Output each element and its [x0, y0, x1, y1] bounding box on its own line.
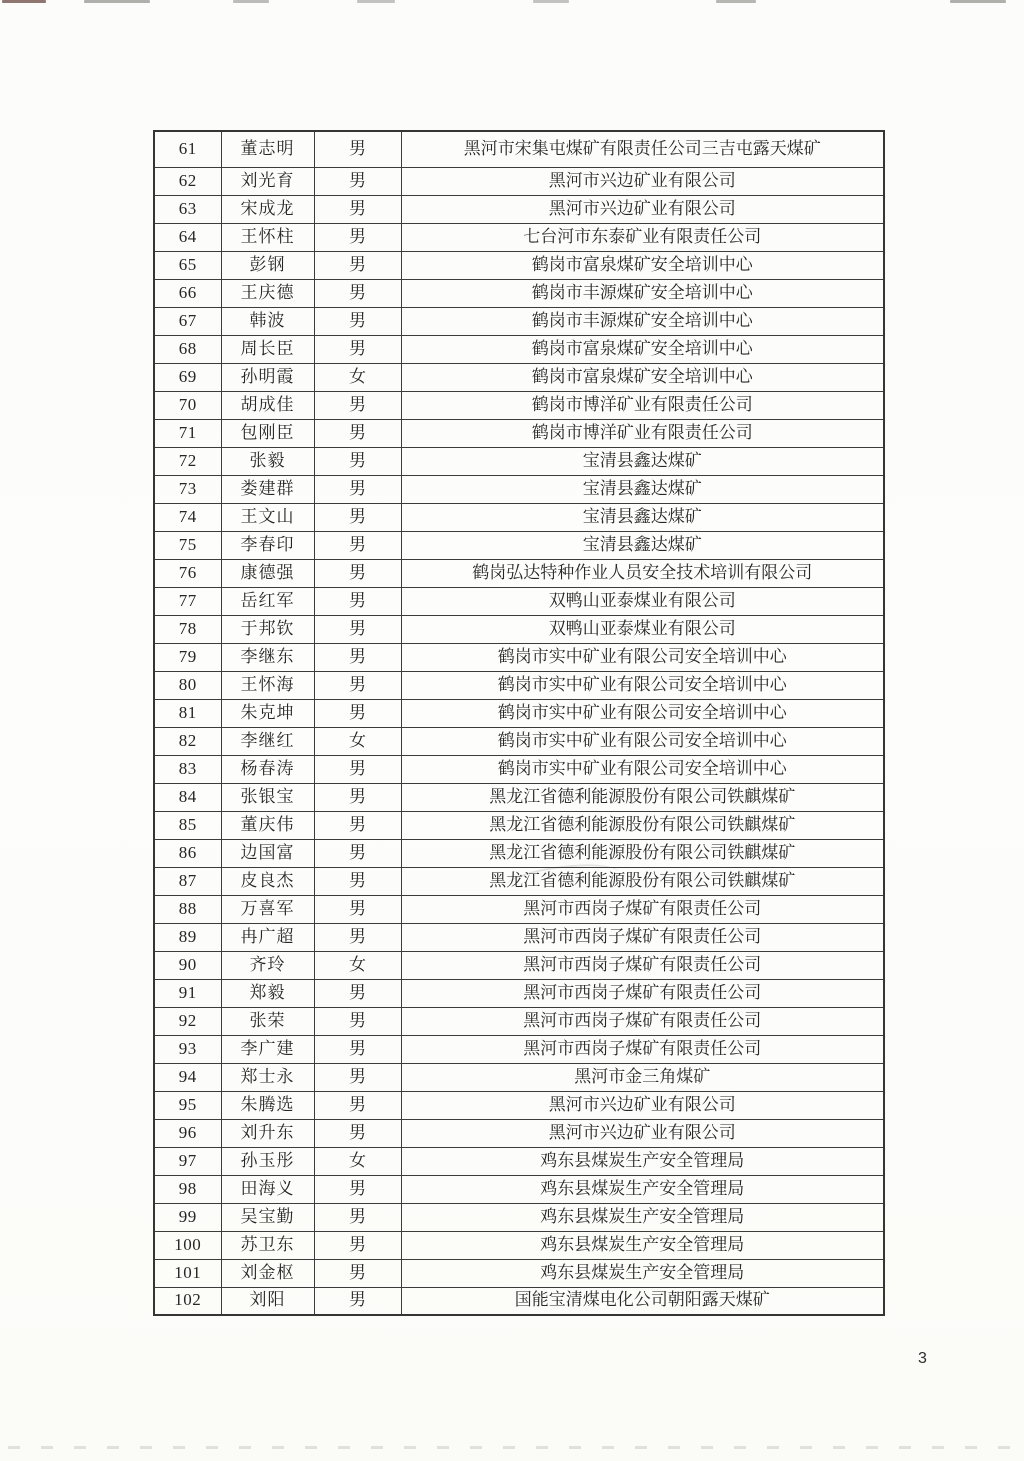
cell-org: 鹤岗市实中矿业有限公司安全培训中心	[401, 699, 884, 727]
table-row	[154, 923, 884, 951]
scan-artifact-dash	[357, 0, 395, 3]
cell-gender: 男	[314, 195, 401, 223]
cell-org: 黑河市西岗子煤矿有限责任公司	[401, 1035, 884, 1063]
cell-org: 双鸭山亚泰煤业有限公司	[401, 587, 884, 615]
table-row	[154, 195, 884, 223]
cell-gender: 女	[314, 363, 401, 391]
cell-no: 66	[154, 279, 221, 307]
cell-gender: 男	[314, 1259, 401, 1287]
cell-name: 皮良杰	[221, 867, 314, 895]
table-row	[154, 391, 884, 419]
cell-gender: 女	[314, 951, 401, 979]
table-row	[154, 503, 884, 531]
cell-no: 97	[154, 1147, 221, 1175]
cell-name: 吴宝勤	[221, 1203, 314, 1231]
cell-no: 78	[154, 615, 221, 643]
cell-name: 刘阳	[221, 1287, 314, 1315]
table-row	[154, 671, 884, 699]
cell-gender: 男	[314, 671, 401, 699]
cell-name: 韩波	[221, 307, 314, 335]
cell-name: 于邦钦	[221, 615, 314, 643]
cell-org: 黑龙江省德利能源股份有限公司铁麒煤矿	[401, 839, 884, 867]
table-row	[154, 531, 884, 559]
cell-gender: 男	[314, 643, 401, 671]
cell-org: 鸡东县煤炭生产安全管理局	[401, 1259, 884, 1287]
cell-no: 61	[154, 131, 221, 167]
table-row	[154, 559, 884, 587]
cell-name: 郑士永	[221, 1063, 314, 1091]
table-row	[154, 1287, 884, 1315]
cell-org: 鹤岗市实中矿业有限公司安全培训中心	[401, 755, 884, 783]
cell-no: 91	[154, 979, 221, 1007]
cell-gender: 男	[314, 1203, 401, 1231]
cell-name: 包刚臣	[221, 419, 314, 447]
scan-artifact-dash	[233, 0, 269, 3]
cell-no: 98	[154, 1175, 221, 1203]
cell-name: 朱克坤	[221, 699, 314, 727]
cell-no: 86	[154, 839, 221, 867]
table-row	[154, 951, 884, 979]
cell-name: 宋成龙	[221, 195, 314, 223]
cell-org: 宝清县鑫达煤矿	[401, 475, 884, 503]
cell-no: 99	[154, 1203, 221, 1231]
cell-gender: 男	[314, 755, 401, 783]
cell-org: 宝清县鑫达煤矿	[401, 531, 884, 559]
cell-name: 董庆伟	[221, 811, 314, 839]
roster-table-body	[154, 131, 884, 1315]
cell-org: 黑河市兴边矿业有限公司	[401, 167, 884, 195]
cell-name: 李继红	[221, 727, 314, 755]
cell-no: 62	[154, 167, 221, 195]
scan-artifact-band	[8, 1446, 1016, 1449]
cell-no: 68	[154, 335, 221, 363]
cell-name: 刘光育	[221, 167, 314, 195]
cell-gender: 男	[314, 167, 401, 195]
cell-name: 李广建	[221, 1035, 314, 1063]
cell-no: 67	[154, 307, 221, 335]
cell-org: 宝清县鑫达煤矿	[401, 447, 884, 475]
cell-org: 国能宝清煤电化公司朝阳露天煤矿	[401, 1287, 884, 1315]
cell-no: 74	[154, 503, 221, 531]
cell-org: 鹤岗市富泉煤矿安全培训中心	[401, 251, 884, 279]
cell-no: 77	[154, 587, 221, 615]
cell-name: 王怀海	[221, 671, 314, 699]
cell-org: 黑河市兴边矿业有限公司	[401, 1119, 884, 1147]
cell-org: 黑龙江省德利能源股份有限公司铁麒煤矿	[401, 783, 884, 811]
cell-no: 63	[154, 195, 221, 223]
cell-org: 黑河市西岗子煤矿有限责任公司	[401, 1007, 884, 1035]
cell-no: 101	[154, 1259, 221, 1287]
cell-no: 69	[154, 363, 221, 391]
table-row	[154, 475, 884, 503]
cell-name: 李春印	[221, 531, 314, 559]
cell-gender: 男	[314, 895, 401, 923]
cell-gender: 男	[314, 839, 401, 867]
scan-artifact-dash	[950, 0, 1006, 3]
cell-no: 93	[154, 1035, 221, 1063]
cell-name: 齐玲	[221, 951, 314, 979]
cell-gender: 男	[314, 979, 401, 1007]
table-row	[154, 419, 884, 447]
cell-org: 鸡东县煤炭生产安全管理局	[401, 1203, 884, 1231]
cell-name: 郑毅	[221, 979, 314, 1007]
cell-org: 鹤岗市丰源煤矿安全培训中心	[401, 279, 884, 307]
table-row	[154, 783, 884, 811]
cell-org: 鹤岗市实中矿业有限公司安全培训中心	[401, 643, 884, 671]
cell-name: 王文山	[221, 503, 314, 531]
table-row	[154, 251, 884, 279]
scan-artifact-dash	[2, 0, 46, 3]
cell-gender: 男	[314, 1119, 401, 1147]
cell-name: 李继东	[221, 643, 314, 671]
cell-org: 宝清县鑫达煤矿	[401, 503, 884, 531]
table-row	[154, 895, 884, 923]
table-row	[154, 1035, 884, 1063]
personnel-roster-table	[153, 130, 885, 1316]
table-row	[154, 307, 884, 335]
table-row	[154, 839, 884, 867]
cell-gender: 男	[314, 307, 401, 335]
cell-org: 黑河市西岗子煤矿有限责任公司	[401, 895, 884, 923]
cell-org: 鹤岗市博洋矿业有限责任公司	[401, 419, 884, 447]
cell-gender: 男	[314, 447, 401, 475]
table-row	[154, 615, 884, 643]
table-row	[154, 811, 884, 839]
table-row	[154, 167, 884, 195]
cell-gender: 男	[314, 223, 401, 251]
scan-artifact-dash	[533, 0, 569, 3]
table-row	[154, 1231, 884, 1259]
cell-name: 万喜军	[221, 895, 314, 923]
cell-org: 黑河市宋集屯煤矿有限责任公司三吉屯露天煤矿	[401, 131, 884, 167]
cell-org: 鸡东县煤炭生产安全管理局	[401, 1147, 884, 1175]
cell-no: 81	[154, 699, 221, 727]
cell-no: 65	[154, 251, 221, 279]
cell-no: 76	[154, 559, 221, 587]
table-row	[154, 587, 884, 615]
cell-org: 鹤岗市富泉煤矿安全培训中心	[401, 363, 884, 391]
cell-name: 田海义	[221, 1175, 314, 1203]
cell-gender: 男	[314, 1287, 401, 1315]
cell-name: 张荣	[221, 1007, 314, 1035]
cell-no: 102	[154, 1287, 221, 1315]
cell-org: 鹤岗市富泉煤矿安全培训中心	[401, 335, 884, 363]
table-row	[154, 727, 884, 755]
table-row	[154, 643, 884, 671]
table-row	[154, 1119, 884, 1147]
cell-gender: 男	[314, 1035, 401, 1063]
table-row	[154, 1175, 884, 1203]
cell-name: 孙明霞	[221, 363, 314, 391]
cell-no: 100	[154, 1231, 221, 1259]
cell-gender: 男	[314, 335, 401, 363]
cell-gender: 男	[314, 1175, 401, 1203]
cell-gender: 男	[314, 419, 401, 447]
cell-no: 90	[154, 951, 221, 979]
cell-name: 孙玉彤	[221, 1147, 314, 1175]
cell-org: 鹤岗市丰源煤矿安全培训中心	[401, 307, 884, 335]
cell-gender: 男	[314, 1231, 401, 1259]
scan-artifact-dash	[716, 0, 756, 3]
cell-org: 鹤岗弘达特种作业人员安全技术培训有限公司	[401, 559, 884, 587]
page-number: 3	[918, 1350, 927, 1367]
cell-gender: 男	[314, 699, 401, 727]
cell-gender: 男	[314, 867, 401, 895]
cell-gender: 男	[314, 783, 401, 811]
cell-name: 苏卫东	[221, 1231, 314, 1259]
cell-gender: 男	[314, 475, 401, 503]
cell-gender: 男	[314, 587, 401, 615]
cell-name: 岳红军	[221, 587, 314, 615]
cell-name: 娄建群	[221, 475, 314, 503]
cell-name: 周长臣	[221, 335, 314, 363]
scan-artifact-dash	[84, 0, 150, 3]
cell-org: 黑河市西岗子煤矿有限责任公司	[401, 923, 884, 951]
cell-no: 88	[154, 895, 221, 923]
cell-name: 胡成佳	[221, 391, 314, 419]
cell-no: 83	[154, 755, 221, 783]
cell-name: 冉广超	[221, 923, 314, 951]
cell-no: 84	[154, 783, 221, 811]
cell-gender: 男	[314, 531, 401, 559]
table-row	[154, 131, 884, 167]
table-row	[154, 867, 884, 895]
table-row	[154, 1063, 884, 1091]
cell-no: 89	[154, 923, 221, 951]
table-row	[154, 223, 884, 251]
table-row	[154, 979, 884, 1007]
table-row	[154, 1007, 884, 1035]
table-row	[154, 1259, 884, 1287]
cell-gender: 男	[314, 1063, 401, 1091]
cell-org: 七台河市东泰矿业有限责任公司	[401, 223, 884, 251]
cell-no: 96	[154, 1119, 221, 1147]
cell-name: 朱腾选	[221, 1091, 314, 1119]
cell-name: 张毅	[221, 447, 314, 475]
cell-gender: 女	[314, 1147, 401, 1175]
cell-gender: 男	[314, 279, 401, 307]
cell-org: 黑河市西岗子煤矿有限责任公司	[401, 979, 884, 1007]
cell-org: 黑龙江省德利能源股份有限公司铁麒煤矿	[401, 867, 884, 895]
cell-org: 黑龙江省德利能源股份有限公司铁麒煤矿	[401, 811, 884, 839]
cell-no: 94	[154, 1063, 221, 1091]
cell-gender: 男	[314, 811, 401, 839]
table-row	[154, 699, 884, 727]
table-row	[154, 755, 884, 783]
cell-name: 王怀柱	[221, 223, 314, 251]
cell-no: 92	[154, 1007, 221, 1035]
cell-org: 黑河市西岗子煤矿有限责任公司	[401, 951, 884, 979]
table-row	[154, 1091, 884, 1119]
cell-org: 鸡东县煤炭生产安全管理局	[401, 1231, 884, 1259]
cell-no: 75	[154, 531, 221, 559]
cell-gender: 女	[314, 727, 401, 755]
cell-org: 鸡东县煤炭生产安全管理局	[401, 1175, 884, 1203]
cell-org: 黑河市金三角煤矿	[401, 1063, 884, 1091]
cell-no: 95	[154, 1091, 221, 1119]
cell-no: 73	[154, 475, 221, 503]
cell-name: 彭钢	[221, 251, 314, 279]
cell-no: 85	[154, 811, 221, 839]
cell-org: 鹤岗市实中矿业有限公司安全培训中心	[401, 727, 884, 755]
cell-org: 鹤岗市实中矿业有限公司安全培训中心	[401, 671, 884, 699]
cell-gender: 男	[314, 559, 401, 587]
cell-name: 董志明	[221, 131, 314, 167]
cell-gender: 男	[314, 615, 401, 643]
cell-no: 70	[154, 391, 221, 419]
cell-org: 鹤岗市博洋矿业有限责任公司	[401, 391, 884, 419]
cell-name: 边国富	[221, 839, 314, 867]
cell-gender: 男	[314, 391, 401, 419]
cell-no: 82	[154, 727, 221, 755]
cell-gender: 男	[314, 131, 401, 167]
table-row	[154, 1203, 884, 1231]
table-row	[154, 363, 884, 391]
cell-name: 康德强	[221, 559, 314, 587]
table-row	[154, 279, 884, 307]
cell-name: 刘金枢	[221, 1259, 314, 1287]
cell-name: 刘升东	[221, 1119, 314, 1147]
table-row	[154, 335, 884, 363]
cell-name: 杨春涛	[221, 755, 314, 783]
table-row	[154, 447, 884, 475]
cell-name: 王庆德	[221, 279, 314, 307]
cell-no: 72	[154, 447, 221, 475]
cell-gender: 男	[314, 251, 401, 279]
cell-org: 黑河市兴边矿业有限公司	[401, 195, 884, 223]
cell-gender: 男	[314, 923, 401, 951]
table-row	[154, 1147, 884, 1175]
cell-org: 双鸭山亚泰煤业有限公司	[401, 615, 884, 643]
cell-gender: 男	[314, 1007, 401, 1035]
cell-no: 80	[154, 671, 221, 699]
cell-no: 64	[154, 223, 221, 251]
cell-no: 87	[154, 867, 221, 895]
cell-org: 黑河市兴边矿业有限公司	[401, 1091, 884, 1119]
cell-name: 张银宝	[221, 783, 314, 811]
cell-gender: 男	[314, 1091, 401, 1119]
cell-gender: 男	[314, 503, 401, 531]
cell-no: 79	[154, 643, 221, 671]
cell-no: 71	[154, 419, 221, 447]
